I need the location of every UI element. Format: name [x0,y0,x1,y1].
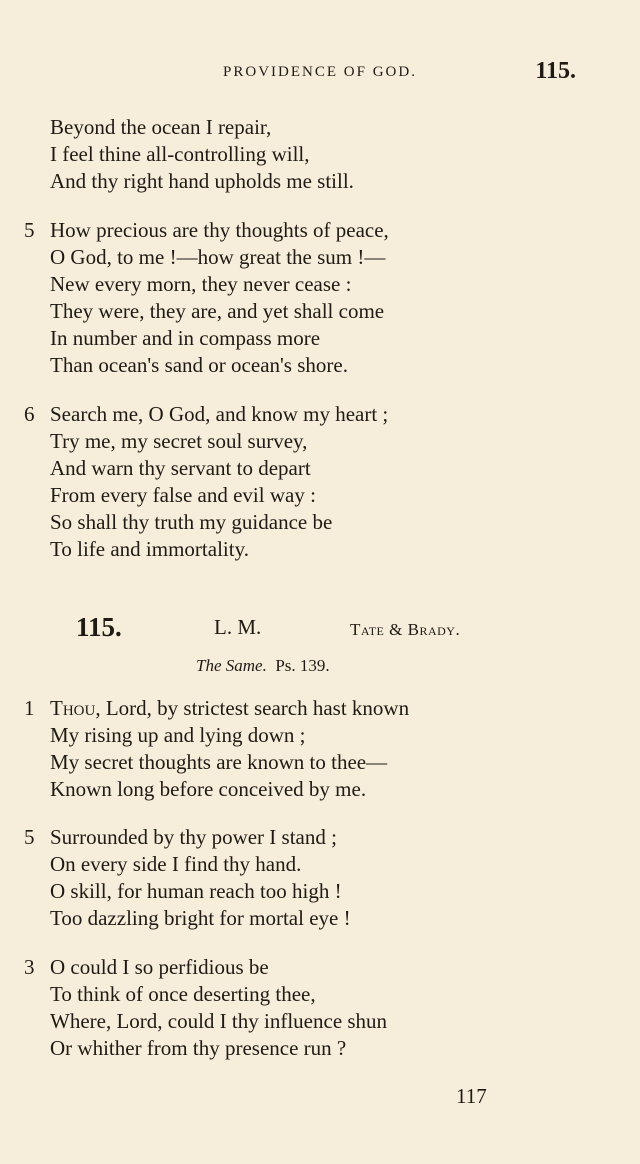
verse-line: 3 O could I so perfidious be [24,955,269,979]
hymn-subtitle-title: The Same. [196,656,267,675]
verse-line: Beyond the ocean I repair, [50,115,272,139]
verse-line: My rising up and lying down ; [50,723,306,747]
verse-line: I feel thine all-controlling will, [50,142,310,166]
stanza-continuation [24,114,354,195]
hymn-number: 115. [76,612,122,642]
hymn-stanza-3 [24,954,387,1062]
verse-line: O skill, for human reach too high ! [50,879,342,903]
stanza-number: 5 [24,218,35,242]
verse-line: 5 How precious are thy thoughts of peace, [24,218,389,242]
stanza-5 [24,217,389,379]
verse-line: 6 Search me, O God, and know my heart ; [24,402,389,426]
verse-line: Too dazzling bright for mortal eye ! [50,906,351,930]
verse-line: To life and immortality. [50,537,249,561]
verse-line: Known long before conceived by me. [50,777,367,801]
verse-line: On every side I find thy hand. [50,852,302,876]
stanza-number: 5 [24,825,35,849]
verse-line: New every morn, they never cease : [50,272,352,296]
hymn-subtitle-reference: Ps. 139. [275,656,330,675]
verse-line: They were, they are, and yet shall come [50,299,385,323]
verse-line: So shall thy truth my guidance be [50,510,333,534]
hymn-meter: L. M. [214,615,262,639]
page-number: 117 [456,1084,487,1108]
verse-line: 5 Surrounded by thy power I stand ; [24,825,337,849]
running-title: PROVIDENCE OF GOD. [223,64,417,80]
hymn-subtitle [196,656,330,676]
hymn-authors: Tate & Brady. [350,620,461,639]
verse-line: In number and in compass more [50,326,321,350]
hymn-page-number: 115. [535,58,576,84]
hymn-heading [0,612,640,648]
verse-line: From every false and evil way : [50,483,316,507]
verse-line: O God, to me !—how great the sum !— [50,245,386,269]
hymn-stanza-1 [24,695,409,803]
verse-line: Try me, my secret soul survey, [50,429,308,453]
verse-line: 1 Thou, Lord, by strictest search hast known [24,696,410,720]
stanza-number: 3 [24,955,35,979]
stanza-number: 1 [24,696,35,720]
verse-line: My secret thoughts are known to thee— [50,750,388,774]
hymn-stanza-5 [24,824,351,932]
verse-line: And warn thy servant to depart [50,456,311,480]
stanza-number: 6 [24,402,35,426]
stanza-6 [24,401,388,563]
verse-line: Or whither from thy presence run ? [50,1036,347,1060]
verse-line: And thy right hand upholds me still. [50,169,354,193]
verse-line: To think of once deserting thee, [50,982,316,1006]
verse-line: Than ocean's sand or ocean's shore. [50,353,348,377]
verse-line: Where, Lord, could I thy influence shun [50,1009,388,1033]
